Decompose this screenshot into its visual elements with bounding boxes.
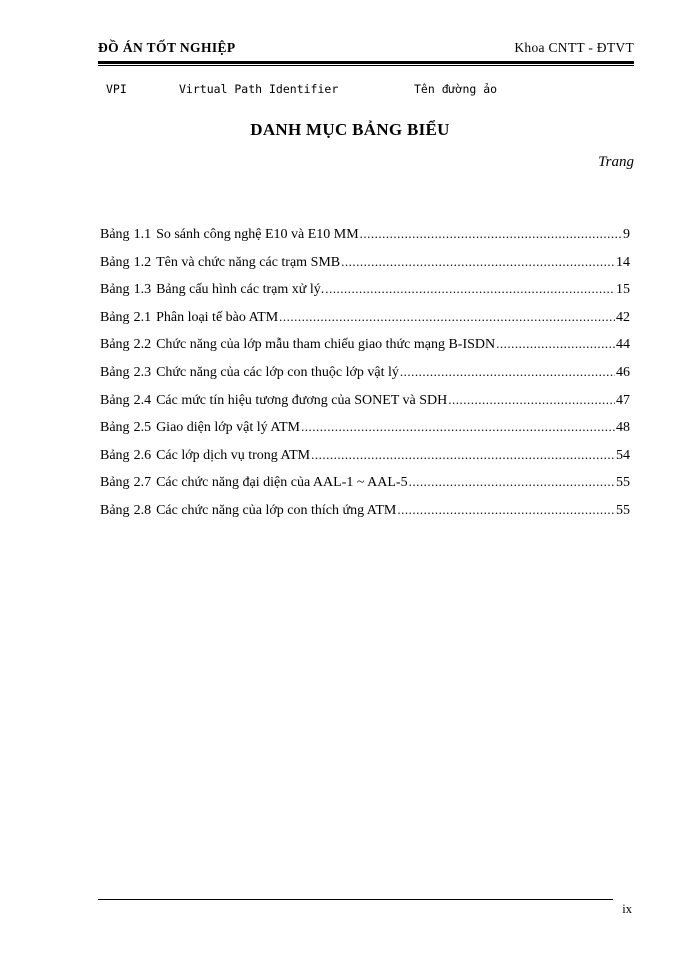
toc-entry-number: 2.4 (133, 392, 152, 408)
toc-entry[interactable] (100, 281, 630, 309)
toc-entry-number: 2.8 (133, 502, 152, 518)
toc-leader-dots (301, 419, 615, 435)
page-column-label: Trang (598, 154, 634, 170)
toc-entry-label: Bảng (100, 420, 130, 436)
toc-entry-text: Giao diện lớp vật lý ATM (156, 420, 300, 436)
toc-entry-number: 2.3 (133, 364, 152, 380)
toc-entry-number: 2.7 (133, 475, 152, 491)
header-thesis-title: ĐỒ ÁN TỐT NGHIỆP (98, 40, 236, 55)
toc-leader-dots (400, 364, 615, 380)
toc-leader-dots (496, 336, 615, 352)
toc-entry-page: 44 (616, 337, 630, 353)
abbreviation-vietnamese: Tên đường ảo (414, 82, 498, 96)
page-title: DANH MỤC BẢNG BIỂU (250, 120, 450, 139)
toc-entry[interactable] (100, 419, 630, 447)
toc-entry[interactable] (100, 226, 630, 254)
toc-entry-text: Các lớp dịch vụ trong ATM (156, 447, 311, 463)
toc-entry[interactable] (100, 336, 630, 364)
abbreviation-english: Virtual Path Identifier (179, 82, 339, 96)
toc-entry-label: Bảng (100, 227, 130, 242)
header-faculty: Khoa CNTT - ĐTVT (514, 40, 634, 55)
header-divider (98, 61, 634, 66)
toc-entry-label: Bảng (100, 254, 130, 270)
toc-entry[interactable] (100, 364, 630, 392)
toc-entry-label: Bảng (100, 364, 130, 380)
toc-entry-number: 2.5 (133, 420, 152, 436)
toc-entry-number: 2.2 (133, 337, 152, 353)
toc-leader-dots (311, 447, 615, 463)
toc-entry-text: Các mức tín hiệu tương đương của SONET và SDH (156, 392, 448, 408)
toc-entry-label: Bảng (100, 282, 130, 298)
toc-entry[interactable] (100, 474, 630, 502)
toc-entry-number: 2.1 (133, 309, 152, 325)
toc-entry-number: 2.6 (133, 447, 152, 463)
abbreviation-code: VPI (106, 82, 127, 96)
toc-entry[interactable] (100, 392, 630, 420)
toc-leader-dots (448, 392, 615, 408)
toc-leader-dots (397, 502, 615, 518)
toc-entry-page: 9 (623, 227, 630, 242)
footer-divider (98, 899, 613, 900)
toc-entry-text: Phân loại tế bào ATM (156, 309, 279, 325)
toc-entry-text: Tên và chức năng các trạm SMB (156, 254, 341, 270)
toc-entry-label: Bảng (100, 447, 130, 463)
toc-leader-dots (409, 474, 615, 490)
toc-entry-label: Bảng (100, 475, 130, 491)
toc-entry[interactable] (100, 447, 630, 475)
toc-entry-page: 48 (616, 420, 630, 436)
toc-entry-number: 1.3 (133, 282, 152, 298)
toc-entry-number: 1.2 (133, 254, 152, 270)
toc-entry[interactable] (100, 309, 630, 337)
toc-entry-page: 47 (616, 392, 630, 408)
toc-entry-text: Các chức năng đại diện của AAL-1 ~ AAL-5 (156, 475, 408, 491)
toc-entry[interactable] (100, 254, 630, 282)
table-list (100, 226, 630, 530)
toc-entry-page: 42 (616, 309, 630, 325)
toc-entry-label: Bảng (100, 337, 130, 353)
abbreviation-row (106, 82, 646, 100)
toc-leader-dots (360, 226, 622, 242)
toc-entry-text: Chức năng của lớp mẫu tham chiếu giao thức mạng B-ISDN (156, 337, 496, 353)
toc-entry-text: So sánh công nghệ E10 và E10 MM (156, 227, 359, 242)
toc-leader-dots (279, 309, 615, 325)
toc-entry-label: Bảng (100, 392, 130, 408)
toc-entry-page: 55 (616, 502, 630, 518)
toc-leader-dots (341, 254, 615, 270)
toc-entry-text: Chức năng của các lớp con thuộc lớp vật lý (156, 364, 399, 380)
footer-page-number: ix (622, 902, 632, 916)
toc-entry-text: Các chức năng của lớp con thích ứng ATM (156, 502, 397, 518)
toc-entry-page: 54 (616, 447, 630, 463)
toc-entry-page: 15 (616, 282, 630, 298)
toc-entry-page: 46 (616, 364, 630, 380)
toc-entry-number: 1.1 (133, 227, 152, 242)
toc-entry[interactable] (100, 502, 630, 530)
toc-entry-label: Bảng (100, 309, 130, 325)
toc-leader-dots (325, 281, 615, 297)
toc-entry-text: Bảng cấu hình các trạm xử lý. (156, 282, 325, 298)
toc-entry-label: Bảng (100, 502, 130, 518)
toc-entry-page: 55 (616, 475, 630, 491)
toc-entry-page: 14 (616, 254, 630, 270)
